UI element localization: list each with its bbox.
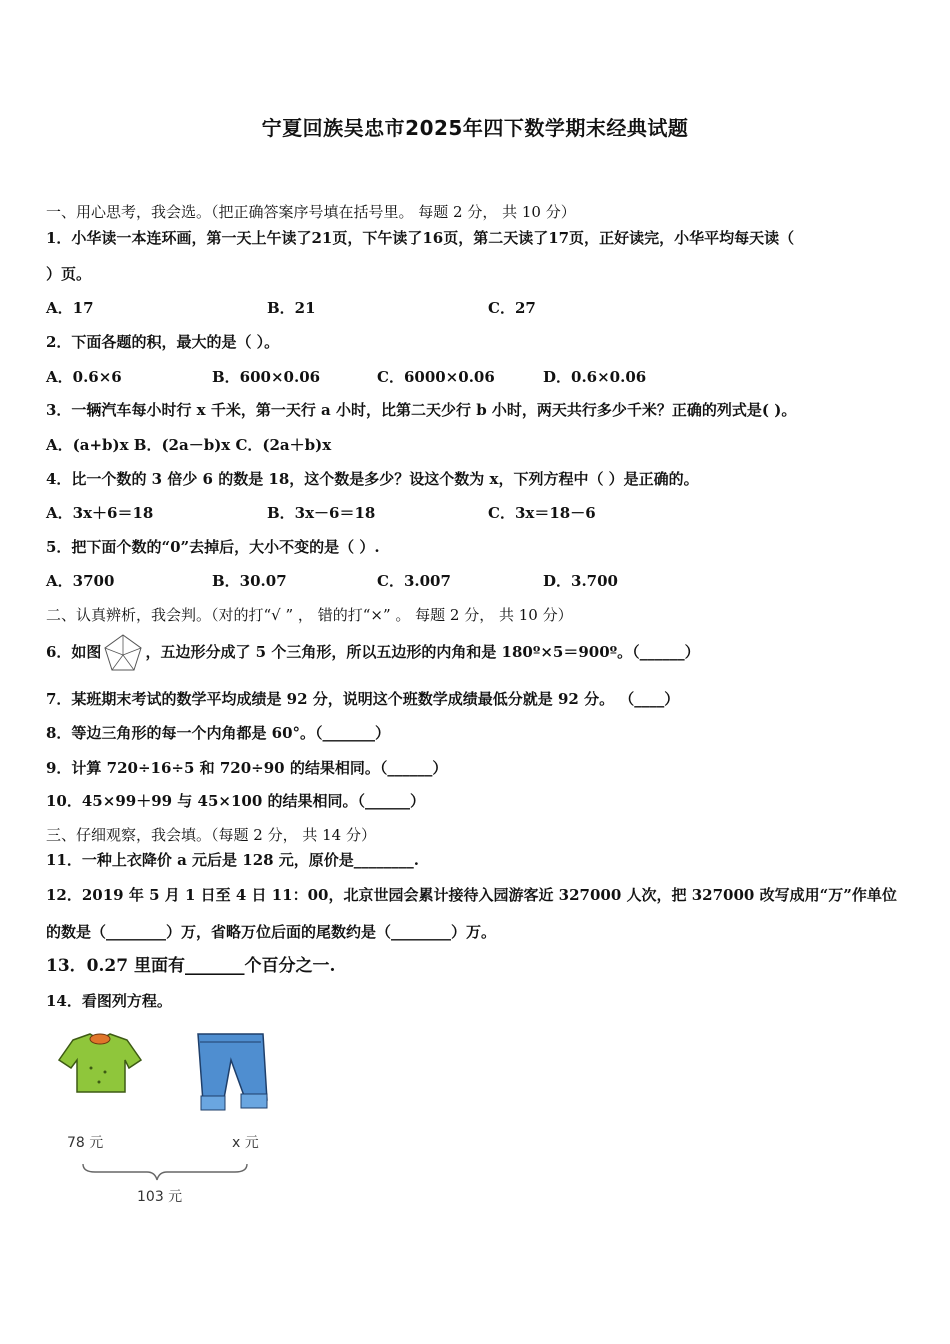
q5-option-d: D．3.700 [543,572,618,590]
question-6 [46,632,910,673]
pentagon-figure [103,633,143,673]
q1-option-a: A．17 [46,299,94,317]
pants-price-label: x 元 [232,1135,259,1151]
q1-option-c: C．27 [488,299,536,317]
question-3-stem: 3．一辆汽车每小时行 x 千米，第一天行 a 小时，比第二天少行 b 小时，两天共行多少千米？正确的列式是( )。 [46,401,797,419]
q5-option-c: C．3.007 [377,572,451,590]
question-12-line-2: 的数是（________）万，省略万位后面的尾数约是（________）万。 [46,923,497,941]
question-14: 14．看图列方程。 [46,992,172,1010]
section-1-heading: 一、用心思考，我会选。（把正确答案序号填在括号里。 每题 2 分， 共 10 分） [46,203,576,221]
question-10: 10．45×99＋99 与 45×100 的结果相同。（______） [46,792,425,810]
question-13: 13．0.27 里面有_______个百分之一. [46,956,336,976]
question-12-line-1: 12．2019 年 5 月 1 日至 4 日 11：00，北京世园会累计接待入园游客近 327000 人次，把 327000 改写成用“万”作单位 [46,886,897,904]
question-11: 11．一种上衣降价 a 元后是 128 元，原价是________. [46,851,420,869]
question-7: 7．某班期末考试的数学平均成绩是 92 分，说明这个班数学成绩最低分就是 92 分。 （____） [46,690,680,708]
section-2-heading: 二、认真辨析，我会判。（对的打“√ ” ， 错的打“×” 。 每题 2 分， 共 10 分） [46,606,573,624]
question-4-stem: 4．比一个数的 3 倍少 6 的数是 18，这个数是多少？设这个数为 x，下列方程中（ ）是正确的。 [46,470,699,488]
q5-option-a: A．3700 [46,572,115,590]
q4-option-b: B．3x－6＝18 [267,504,376,522]
brace-line [83,1164,247,1180]
total-price-label: 103 元 [137,1189,183,1205]
shirt-image [59,1034,141,1092]
shirt-price-label: 78 元 [67,1135,104,1151]
q4-option-c: C．3x＝18－6 [488,504,596,522]
pants-image [198,1034,267,1110]
q2-option-c: C．6000×0.06 [377,368,495,386]
q2-option-d: D．0.6×0.06 [543,368,647,386]
q6-suffix: ，五边形分成了 5 个三角形，所以五边形的内角和是 180º×5＝900º。（______） [145,643,700,661]
q3-options: A．(a+b)x B．(2a－b)x C．(2a＋b)x [46,436,332,454]
question-9: 9．计算 720÷16÷5 和 720÷90 的结果相同。（______） [46,759,448,777]
q4-option-a: A．3x＋6＝18 [46,504,154,522]
q2-option-a: A．0.6×6 [46,368,122,386]
question-8: 8．等边三角形的每一个内角都是 60°。（_______） [46,724,391,742]
question-1-stem: 1．小华读一本连环画，第一天上午读了21页，下午读了16页，第二天读了17页，正好读完，小华平均每天读（ [46,229,795,247]
q2-option-b: B．600×0.06 [212,368,321,386]
page-title: 宁夏回族吴忠市2025年四下数学期末经典试题 [261,116,689,140]
q1-option-b: B．21 [267,299,316,317]
q6-prefix: 6．如图 [46,643,102,661]
question-5-stem: 5．把下面个数的“0”去掉后，大小不变的是（ ）. [46,538,380,556]
section-3-heading: 三、仔细观察，我会填。（每题 2 分， 共 14 分） [46,826,376,844]
question-1-stem-cont: ）页。 [46,265,92,283]
question-2-stem: 2．下面各题的积，最大的是（ ）。 [46,333,280,351]
q5-option-b: B．30.07 [212,572,287,590]
